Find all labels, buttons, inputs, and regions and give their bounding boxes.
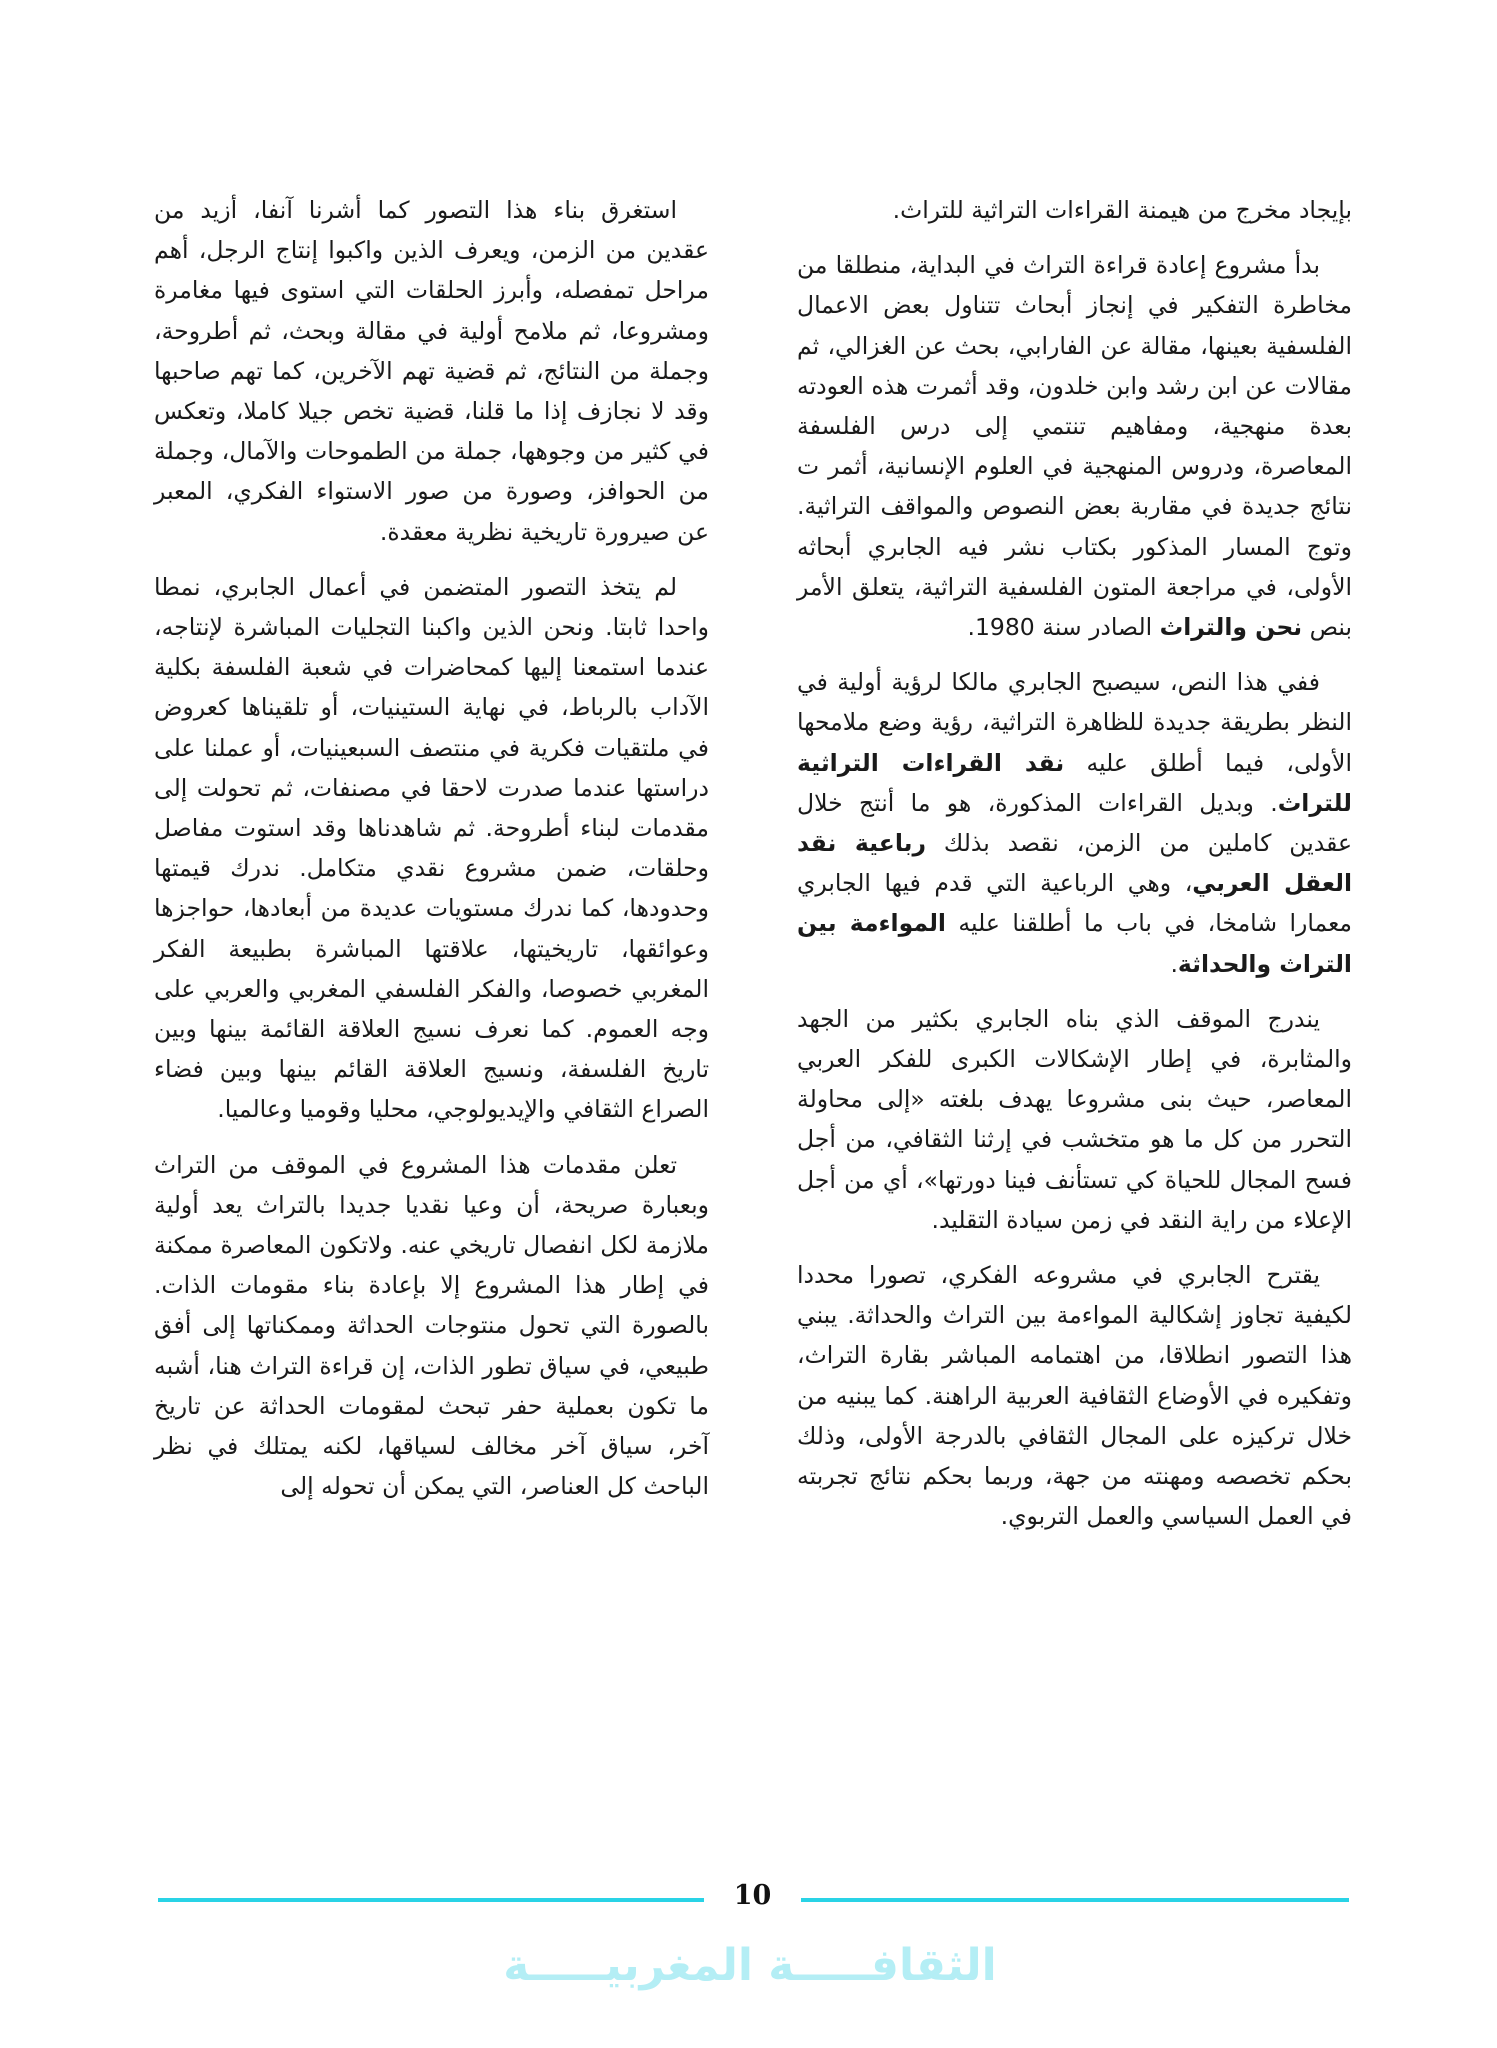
paragraph-1: استغرق بناء هذا التصور كما أشرنا آنفا، أزيد من عقدين من الزمن، ويعرف الذين واكبوا إنتاج الرجل، أهم مراحل تمفصله، وأبرز الحلقات التي استوى فيها مغامرة ومشروعا، ثم ملامح أولية في مقالة وبحث، ثم أطروحة، وجملة من النتائج، ثم قضية تهم الآخرين، كما تهم صاحبها وقد لا نجازف إذا ما قلنا، قضية تخص جيلا كاملا، وتعكس في كثير من وجوهها، جملة من الطموحات والآمال، وجملة من الحوافز، وصورة من صور الاستواء الفكري، المعبر عن صيرورة تاريخية نظرية معقدة.: [154, 196, 709, 546]
left-column: [154, 190, 709, 1522]
footer-rule-right: [801, 1898, 1349, 1902]
magazine-title: الثقافـــــة المغربيـــــة: [503, 1940, 997, 1991]
paragraph-3: تعلن مقدمات هذا المشروع في الموقف من التراث وبعبارة صريحة، أن وعيا نقديا جديدا بالتراث يعد أولية ملازمة لكل انفصال تاريخي عنه. ولاتكون المعاصرة ممكنة في إطار هذا المشروع إلا بإعادة بناء مقومات الذات. بالصورة التي تحول منتوجات الحداثة وممكناتها إلى أفق طبيعي، في سياق تطور الذات، إن قراءة التراث هنا، أشبه ما تكون بعملية حفر تبحث لمقومات الحداثة عن تاريخ آخر، سياق آخر مخالف لسياقها، لكنه يمتلك في نظر الباحث كل العناصر، التي يمكن أن تحوله إلى: [154, 1150, 709, 1501]
paragraph-text: بدأ مشروع إعادة قراءة التراث في البداية، منطلقا من مخاطرة التفكير في إنجاز أبحاث تتناول بعض الاعمال الفلسفية بعينها، مقالة عن الفارابي، بحث عن الغزالي، ثم مقالات عن ابن رشد وابن خلدون، وقد أثمرت هذه العودته بعدة منهجية، ومفاهيم تنتمي إلى درس الفلسفة المعاصرة، ودروس المنهجية في العلوم الإنسانية، أثمر ت نتائج جديدة في مقاربة بعض النصوص والمواقف التراثية. وتوج المسار المذكور بكتاب نشر فيه الجابري أبحاثه الأولى، في مراجعة المتون الفلسفية التراثية، يتعلق الأمر بنص: [797, 251, 1352, 642]
paragraph-text: .: [1170, 949, 1178, 978]
bold-term: المواءمة بين التراث والحداثة: [797, 909, 1352, 978]
bold-term: رباعية نقد العقل العربي: [797, 829, 1353, 898]
paragraph-5: يقترح الجابري في مشروعه الفكري، تصورا محددا لكيفية تجاوز إشكالية المواءمة بين التراث والحداثة. يبني هذا التصور انطلاقا، من اهتمامه المباشر بقارة التراث، وتفكيره في الأوضاع الثقافية العربية الراهنة. كما يبنيه من خلال تركيزه على المجال الثقافي بالدرجة الأولى، وذلك بحكم تخصصه ومهنته من جهة، وربما بحكم نتائج تجربته في العمل السياسي والعمل التربوي.: [797, 1261, 1352, 1531]
paragraph-text: الصادر سنة 1980.: [967, 613, 1153, 642]
footer-rule-left: [158, 1898, 704, 1902]
paragraph-text: ففي هذا النص، سيصبح الجابري مالكا لرؤية أولية في النظر بطريقة جديدة للظاهرة التراثية، رؤية وضع ملامحها الأولى، فيما أطلق عليه: [797, 668, 1352, 777]
paragraph-2: لم يتخذ التصور المتضمن في أعمال الجابري، نمطا واحدا ثابتا. ونحن الذين واكبنا التجليات المباشرة لإنتاجه، عندما استمعنا إليها كمحاضرات في شعبة الفلسفة بكلية الآداب بالرباط، في نهاية الستينيات، أو تلقيناها كعروض في ملتقيات فكرية في منتصف السبعينيات، أو عملنا على دراستها عندما صدرت لاحقا في مصنفات، ثم تحولت إلى مقدمات لبناء أطروحة. ثم شاهدناها وقد استوت مفاصل وحلقات، ضمن مشروع نقدي متكامل. ندرك قيمتها وحدودها، كما ندرك مستويات عديدة من أبعادها، حواجزها وعوائقها، تاريخيتها، علاقتها المباشرة بطبيعة الفكر المغربي خصوصا، والفكر الفلسفي المغربي والعربي على وجه العموم. كما نعرف نسيج العلاقة القائمة بينها وبين تاريخ الفلسفة، ونسيج العلاقة القائم بينها وبين فضاء الصراع الثقافي والإيديولوجي، محليا وقوميا وعالميا.: [154, 572, 709, 1124]
bold-term: نقد القراءات التراثية للتراث: [797, 748, 1352, 817]
book-title: نحن والتراث: [1159, 613, 1303, 642]
paragraph-3: [797, 662, 1352, 984]
paragraph-text: ، وهي الرباعية التي قدم فيها الجابري معمارا شامخا، في باب ما أطلقنا عليه: [797, 869, 1353, 938]
paragraph-2: [797, 245, 1352, 647]
paragraph-4: يندرج الموقف الذي بناه الجابري بكثير من الجهد والمثابرة، في إطار الإشكالات الكبرى للفكر العربي المعاصر، حيث بنى مشروعا يهدف بلغته «إلى محاولة التحرر من كل ما هو متخشب في إرثنا الثقافي، من أجل فسح المجال للحياة كي تستأنف فينا دورتها»، أي من أجل الإعلاء من راية النقد في زمن سيادة التقليد.: [797, 1004, 1352, 1234]
paragraph-text: . وبديل القراءات المذكورة، هو ما أنتج خلال عقدين كاملين من الزمن، نقصد بذلك: [797, 788, 1352, 858]
page-number: 10: [733, 1880, 772, 1911]
right-column: [797, 190, 1352, 1552]
paragraph-1: بإيجاد مخرج من هيمنة القراءات التراثية للتراث.: [892, 196, 1352, 224]
